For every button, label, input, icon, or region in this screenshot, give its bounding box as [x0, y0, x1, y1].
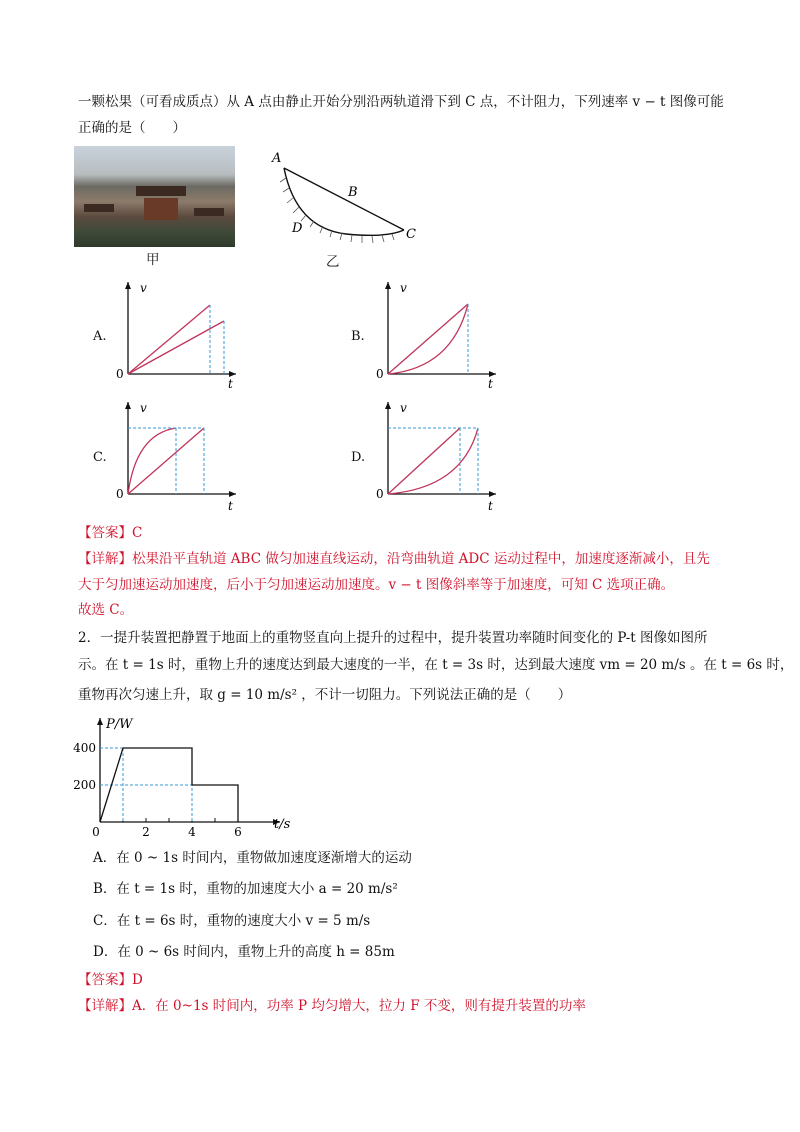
q2-answer-value: D: [132, 972, 143, 988]
point-a: A: [272, 151, 282, 166]
q2-detail-text1: A．在 0~1s 时间内，功率 P 均匀增大，拉力 F 不变，则有提升装置的功率: [132, 998, 586, 1014]
option-b-label: B.: [351, 329, 365, 344]
q2-answer-tag: 【答案】: [78, 972, 132, 988]
pt-axes: [97, 718, 280, 825]
axis-v-d: v: [400, 401, 407, 415]
pt-ylabel: P/W: [106, 717, 133, 732]
origin-b: 0: [376, 367, 384, 381]
q2-option-b: B．在 t = 1s 时，重物的加速度大小 a = 20 m/s²: [93, 881, 398, 897]
q2-answer: [78, 970, 143, 990]
q2-option-d: D．在 0 ~ 6s 时间内，重物上升的高度 h = 85m: [93, 944, 395, 960]
point-d: D: [292, 221, 303, 236]
axis-t-a: t: [228, 377, 233, 390]
pt-chart: [70, 710, 310, 840]
axis-t-b: t: [488, 377, 493, 390]
pt-xtick-2: 2: [142, 825, 150, 839]
option-d-label: D.: [351, 450, 366, 465]
vt-graph-c: [112, 398, 252, 514]
q1-stem-line1: 一颗松果（可看成质点）从 A 点由静止开始分别沿两轨道滑下到 C 点，不计阻力，下列速率 v − t 图像可能: [78, 94, 724, 110]
q1-detail-line2: 大于匀加速运动加速度，后小于匀加速运动加速度。v − t 图像斜率等于加速度，可知 C 选项正确。: [78, 577, 675, 593]
axis-v-b: v: [400, 281, 407, 295]
origin-a: 0: [116, 367, 124, 381]
axis-t-c: t: [228, 499, 233, 513]
q2-option-c: C．在 t = 6s 时，重物的速度大小 v = 5 m/s: [93, 913, 371, 929]
q1-detail-text1: 松果沿平直轨道 ABC 做匀加速直线运动，沿弯曲轨道 ADC 运动过程中，加速度逐渐减小，且先: [132, 551, 710, 567]
origin-c: 0: [116, 487, 124, 501]
q2-option-a: A．在 0 ~ 1s 时间内，重物做加速度逐渐增大的运动: [93, 850, 412, 866]
pt-xtick-0: 0: [92, 825, 100, 839]
q2-stem-line2: 示。在 t = 1s 时，重物上升的速度达到最大速度的一半，在 t = 3s 时，达到最大速度 vm = 20 m/s 。在 t = 6s 时，: [78, 657, 794, 673]
pt-xlabel: t/s: [274, 817, 291, 832]
q1-answer-value: C: [132, 525, 143, 541]
pt-ytick-400: 400: [73, 741, 96, 755]
q1-detail-tag: 【详解】: [78, 551, 132, 567]
q2-detail-line1: [78, 996, 586, 1016]
pt-xtick-4: 4: [188, 825, 196, 839]
pt-xtick-6: 6: [234, 825, 242, 839]
option-c-label: C.: [93, 450, 107, 465]
caption-yi: 乙: [326, 254, 340, 270]
point-c: C: [406, 227, 416, 242]
pt-guides: [100, 748, 192, 822]
vt-graph-b: [372, 278, 512, 390]
option-a-label: A.: [93, 329, 107, 344]
vt-graph-a: [112, 278, 252, 390]
origin-d: 0: [376, 487, 384, 501]
q1-answer: [78, 523, 142, 543]
pt-ytick-200: 200: [73, 778, 96, 792]
axis-t-d: t: [488, 499, 493, 513]
photo-jia: [74, 146, 235, 247]
q1-answer-tag: 【答案】: [78, 525, 132, 541]
point-b: B: [348, 185, 358, 200]
q2-stem-line1: 2．一提升装置把静置于地面上的重物竖直向上提升的过程中，提升装置功率随时间变化的 P-t 图像如图所: [78, 630, 708, 646]
axis-v-c: v: [140, 401, 147, 415]
q1-detail-line3: 故选 C。: [78, 602, 134, 618]
q1-detail-line1: [78, 549, 710, 569]
track-diagram: [266, 146, 426, 246]
q1-stem-line2: 正确的是（ ）: [78, 120, 186, 136]
vt-graph-d: [372, 398, 512, 514]
q2-stem-line3: 重物再次匀速上升，取 g = 10 m/s² ，不计一切阻力。下列说法正确的是（ ）: [78, 687, 572, 703]
axis-v-a: v: [140, 281, 147, 295]
q2-detail-tag: 【详解】: [78, 998, 132, 1014]
caption-jia: 甲: [146, 252, 160, 268]
